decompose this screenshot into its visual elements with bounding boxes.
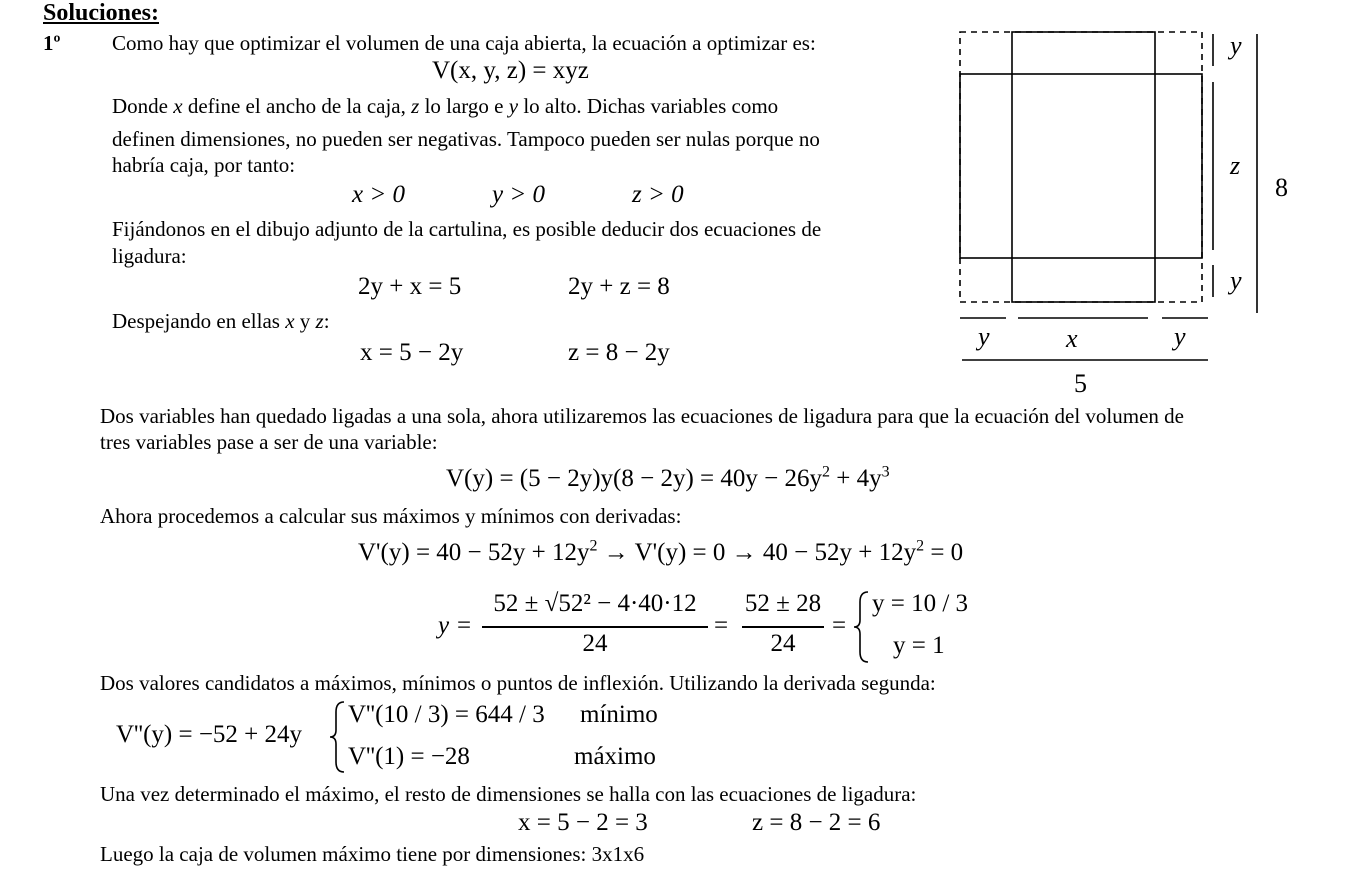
brace-1 (852, 590, 872, 664)
paragraph-6: ligadura: (112, 244, 187, 268)
paragraph-5: Fijándonos en el dibujo adjunto de la cartulina, es posible deducir dos ecuaciones de (112, 217, 822, 241)
eq-desp1: x = 5 − 2y (360, 339, 464, 366)
eq-dv-c: = 0 (924, 539, 964, 566)
frac1-num: 52 ± √52² − 4·40·12 (493, 590, 697, 617)
eq-volume: V(x, y, z) = xyz (432, 57, 589, 84)
label-y-right: y (1174, 322, 1186, 351)
frac1-bar (482, 626, 708, 628)
d2-b-label: máximo (574, 743, 656, 770)
eq-dv: $V'(y) = 40 - 52y + 12y^2 \to V'(y) = 0 \to 40 - 52y + 12y^2 = 0$ (358, 537, 964, 566)
d2-a: V''(10 / 3) = 644 / 3 (348, 701, 545, 728)
eq-dv-b: → V'(y) = 0 → 40 − 52y + 12y (597, 539, 917, 566)
paragraph-10: Ahora procedemos a calcular sus máximos y mínimos con derivadas: (100, 504, 682, 528)
var-x: x (173, 94, 183, 118)
eq-vy-tail: + 4y (830, 465, 882, 492)
label-y-left: y (978, 322, 990, 351)
paragraph-12: Una vez determinado el máximo, el resto de dimensiones se halla con las ecuaciones de ligadura: (100, 782, 917, 806)
sol-1: y = 10 / 3 (872, 590, 969, 617)
paragraph-1: Como hay que optimizar el volumen de una caja abierta, la ecuación a optimizar es: (112, 31, 816, 55)
eq-d2: V''(y) = −52 + 24y (116, 721, 303, 748)
eq-lig2: 2y + z = 8 (568, 273, 670, 300)
frac2-bar (742, 626, 824, 628)
p2a: Donde (112, 94, 168, 118)
colon: : (323, 309, 330, 333)
eq-cy: y > 0 (492, 181, 545, 208)
eq-vy-main: V(y) = (5 − 2y)y(8 − 2y) = 40y − 26y (446, 465, 823, 492)
eq-equals-2: = (832, 612, 847, 639)
heading: Soluciones: (43, 0, 160, 26)
eq-fx: x = 5 − 2 = 3 (518, 809, 648, 836)
var-z: z (411, 94, 420, 118)
frac2-num: 52 ± 28 (744, 590, 822, 617)
paragraph-13: Luego la caja de volumen máximo tiene por dimensiones: 3x1x6 (100, 842, 645, 866)
eq-desp2: z = 8 − 2y (568, 339, 670, 366)
eq-dv-a: V'(y) = 40 − 52y + 12y (358, 539, 590, 566)
eq-fz: z = 8 − 2 = 6 (752, 809, 881, 836)
cardboard-diagram (948, 0, 1308, 395)
paragraph-11: Dos valores candidatos a máximos, mínimos o puntos de inflexión. Utilizando la derivada segunda: (100, 671, 936, 695)
p7b: y (299, 309, 311, 333)
eq-y-label: y = (438, 612, 473, 639)
box-base-rect (960, 74, 1202, 258)
box-side-rect (1012, 32, 1155, 302)
paragraph-3: definen dimensiones, no pueden ser negativas. Tampoco pueden ser nulas porque no (112, 127, 820, 151)
paragraph-2 (112, 93, 778, 119)
sol-2: y = 1 (893, 632, 945, 659)
eq-cz: z > 0 (632, 181, 684, 208)
eq-cx: x > 0 (352, 181, 405, 208)
label-x: x (1066, 324, 1078, 353)
brace-2 (328, 700, 348, 774)
paragraph-8: Dos variables han quedado ligadas a una sola, ahora utilizaremos las ecuaciones de ligadura para que la ecuación del volumen de (100, 404, 1184, 428)
eq-lig1: 2y + x = 5 (358, 273, 462, 300)
label-z: z (1230, 151, 1241, 180)
label-8: 8 (1275, 173, 1288, 202)
label-5: 5 (1074, 369, 1087, 395)
label-y-top: y (1230, 31, 1242, 60)
var-y: y (508, 94, 519, 118)
p2c: lo largo e (424, 94, 504, 118)
paragraph-7 (112, 308, 330, 334)
paragraph-4: habría caja, por tanto: (112, 153, 296, 177)
d2-b: V''(1) = −28 (348, 743, 470, 770)
problem-number: 1º (43, 31, 61, 55)
var-x2: x (285, 309, 295, 333)
p2d: lo alto. Dichas variables como (523, 94, 779, 118)
eq-equals-1: = (714, 612, 729, 639)
d2-a-label: mínimo (580, 701, 658, 728)
label-y-bottom: y (1230, 266, 1242, 295)
outer-dashed-rect (960, 32, 1202, 302)
frac2-den: 24 (770, 630, 796, 657)
paragraph-9: tres variables pase a ser de una variable: (100, 430, 438, 454)
frac1-den: 24 (582, 630, 608, 657)
var-z2: z (315, 309, 324, 333)
p2b: define el ancho de la caja, (187, 94, 406, 118)
eq-vy: $V(y) = (5 - 2y)y(8 - 2y) = 40y - 26y^2 + 4y^3$ (446, 463, 890, 492)
p7a: Despejando en ellas (112, 309, 280, 333)
